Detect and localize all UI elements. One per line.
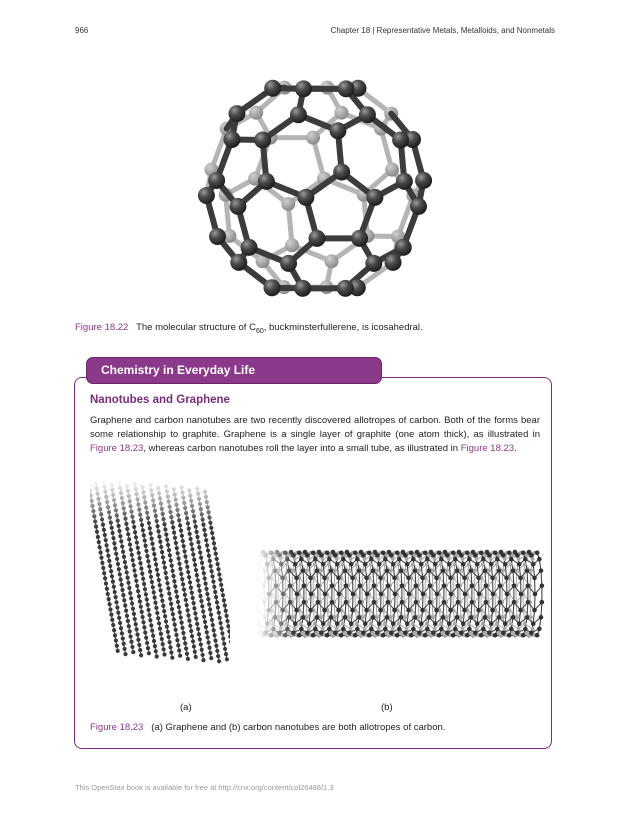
footer-text: This OpenStax book is available for free at http://cnx.org/content/col26488/1.3 xyxy=(75,783,334,792)
figure-link-1[interactable]: Figure 18.23 xyxy=(90,443,144,454)
figure-23-text: (a) Graphene and (b) carbon nanotubes are both allotropes of carbon. xyxy=(151,722,446,733)
figure-23-caption xyxy=(90,722,445,733)
paragraph-text-2: , whereas carbon nanotubes roll the layer into a small tube, as illustrated in xyxy=(143,443,461,454)
figure-22-text-before: The molecular structure of C xyxy=(136,322,256,333)
page-number: 966 xyxy=(75,26,89,35)
figure-22-subscript: 60 xyxy=(255,327,264,335)
running-header: Chapter 18 | Representative Metals, Metalloids, and Nonmetals xyxy=(330,26,555,35)
buckminsterfullerene-figure xyxy=(185,70,445,310)
feature-tab-title: Chemistry in Everyday Life xyxy=(86,357,382,384)
feature-paragraph xyxy=(90,414,540,456)
figure-23-label: Figure 18.23 xyxy=(90,722,144,733)
nanotube-figure xyxy=(255,540,545,650)
subfigure-label-a: (a) xyxy=(180,702,192,713)
figure-link-2[interactable]: Figure 18.23 xyxy=(460,443,515,454)
figure-22-text-after: , buckminsterfullerene, is icosahedral. xyxy=(263,322,423,333)
subfigure-label-b: (b) xyxy=(381,702,393,713)
figure-22-caption xyxy=(75,322,555,335)
paragraph-text-3: . xyxy=(514,443,517,454)
graphene-figure xyxy=(90,480,230,695)
paragraph-text-1: Graphene and carbon nanotubes are two recently discovered allotropes of carbon. Both of the forms bear some relationship to graphite. Graphene is a single layer of graphite (one atom thick), as illustrated in xyxy=(90,415,540,440)
feature-title: Nanotubes and Graphene xyxy=(90,394,230,406)
figure-22-label: Figure 18.22 xyxy=(75,322,129,333)
